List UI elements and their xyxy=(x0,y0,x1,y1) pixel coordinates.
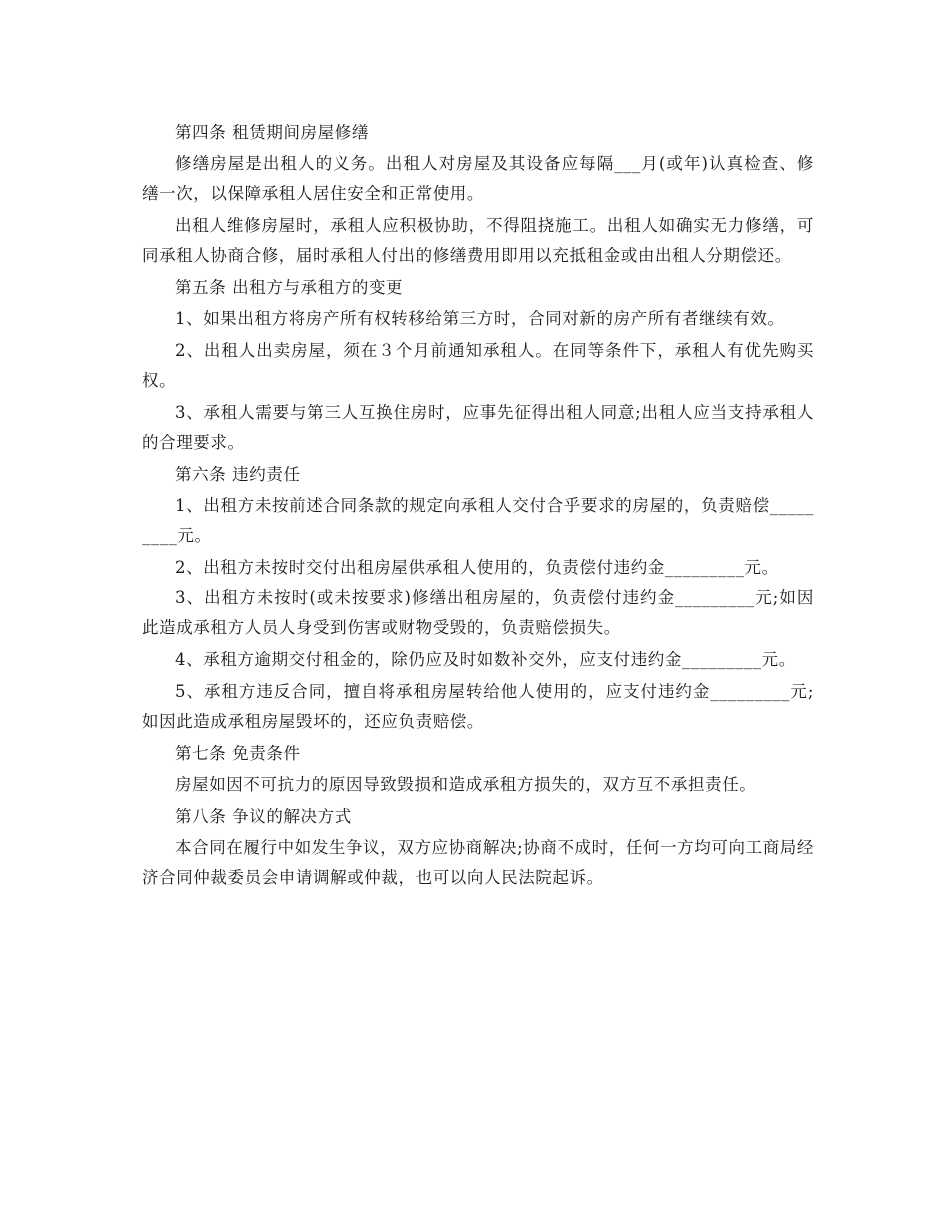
paragraph: 2、出租方未按时交付出租房屋供承租人使用的，负责偿付违约金_________元。 xyxy=(175,558,779,577)
paragraph: 4、承租方逾期交付租金的，除仍应及时如数补交外，应支付违约金_________元。 xyxy=(175,650,796,669)
section-heading-6: 第六条 违约责任 xyxy=(175,465,301,484)
paragraph: 本合同在履行中如发生争议，双方应协商解决;协商不成时，任何一方均可向工商局经济合同仲裁委员会申请调解或仲裁，也可以向人民法院起诉。 xyxy=(142,838,814,887)
paragraph: 出租人维修房屋时，承租人应积极协助，不得阻挠施工。出租人如确实无力修缮，可同承租人协商合修，届时承租人付出的修缮费用即用以充抵租金或由出租人分期偿还。 xyxy=(142,216,814,265)
paragraph: 1、出租方未按前述合同条款的规定向承租人交付合乎要求的房屋的，负责赔偿_________元。 xyxy=(142,496,814,545)
paragraph: 2、出租人出卖房屋，须在３个月前通知承租人。在同等条件下，承租人有优先购买权。 xyxy=(142,341,814,390)
paragraph: 房屋如因不可抗力的原因导致毁损和造成承租方损失的，双方互不承担责任。 xyxy=(175,775,757,794)
paragraph: 修缮房屋是出租人的义务。出租人对房屋及其设备应每隔___月(或年)认真检查、修缮一次，以保障承租人居住安全和正常使用。 xyxy=(142,154,814,203)
section-heading-5: 第五条 出租方与承租方的变更 xyxy=(175,278,404,297)
section-heading-8: 第八条 争议的解决方式 xyxy=(175,807,352,826)
paragraph: 3、承租人需要与第三人互换住房时，应事先征得出租人同意;出租人应当支持承租人的合理要求。 xyxy=(142,403,814,452)
paragraph: 5、承租方违反合同，擅自将承租房屋转给他人使用的，应支付违约金_________元;如因此造成承租房屋毁坏的，还应负责赔偿。 xyxy=(142,682,814,731)
section-heading-7: 第七条 免责条件 xyxy=(175,744,301,763)
paragraph: 1、如果出租方将房产所有权转移给第三方时，合同对新的房产所有者继续有效。 xyxy=(175,309,785,328)
paragraph: 3、出租方未按时(或未按要求)修缮出租房屋的，负责偿付违约金_________元;如因此造成承租方人员人身受到伤害或财物受毁的，负责赔偿损失。 xyxy=(142,588,814,637)
document-body xyxy=(142,116,814,895)
section-heading-4: 第四条 租赁期间房屋修缮 xyxy=(175,123,369,142)
